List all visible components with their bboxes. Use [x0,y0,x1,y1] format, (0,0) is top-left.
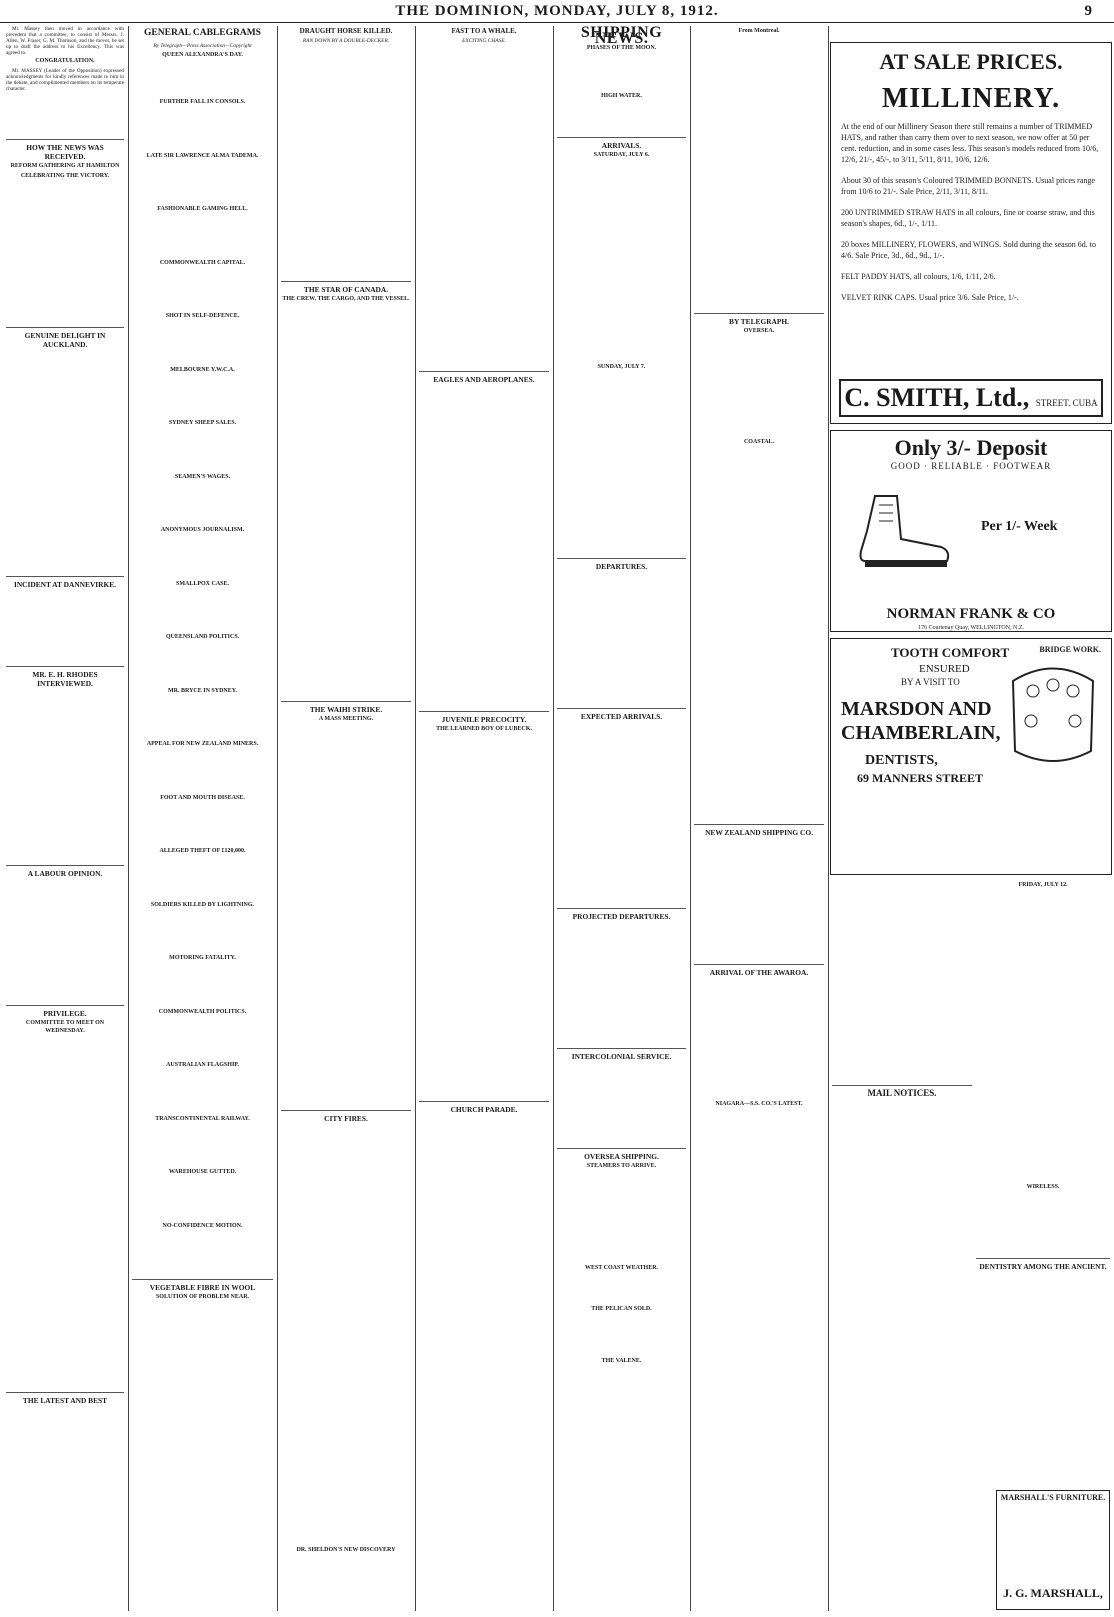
city-fires-heading: CITY FIRES. [281,1110,411,1123]
church-parade-heading: CHURCH PARADE. [419,1101,549,1114]
body-text [132,965,273,1007]
by-telegraph-heading: BY TELEGRAPH. [694,313,824,326]
footwear-tagline: GOOD · RELIABLE · FOOTWEAR [890,461,1052,471]
cablegram-heading: MELBOURNE Y.W.C.A. [170,366,235,373]
star-of-canada-heading: THE STAR OF CANADA. [281,281,411,294]
cablegram-heading: NO-CONFIDENCE MOTION. [162,1222,243,1229]
awaroa-heading: ARRIVAL OF THE AWAROA. [694,964,824,977]
body-text [6,182,124,322]
congratulation-heading: CONGRATULATION. [35,58,95,65]
body-text [132,858,273,900]
intercolonial-heading: INTERCOLONIAL SERVICE. [557,1048,686,1061]
body-text [557,723,686,903]
body-text [132,1232,273,1274]
masthead [0,0,1114,23]
column-7-left [832,880,972,1610]
body-text [132,1018,273,1060]
west-coast-heading: WEST COAST WEATHER. [584,1264,659,1271]
moon-phases-heading: PHASES OF THE MOON. [586,45,657,52]
cablegram-heading: QUEEN ALEXANDRA'S DAY. [162,51,243,58]
body-text [6,1037,124,1387]
body-text [557,923,686,1043]
column-rule [690,26,691,1611]
body-text [694,337,824,437]
body-text [132,269,273,311]
column-rule [828,26,829,1611]
brand-address: STREET. CUBA [1035,398,1098,408]
cablegram-heading: QUEENSLAND POLITICS. [165,634,240,641]
arrivals-heading: ARRIVALS. [557,137,686,150]
body-text [557,1274,686,1304]
juvenile-subheading: THE LEARNED BOY OF LUBECK. [436,726,532,733]
vegetable-fibre-heading: VEGETABLE FIBRE IN WOOL [132,1279,273,1292]
from-montreal-heading: From Montreal. [738,28,780,34]
body-text [557,573,686,703]
cablegram-heading: LATE SIR LAWRENCE ALMA TADEMA. [146,152,259,159]
bridge-work-label: BRIDGE WORK. [1039,645,1101,654]
body-text [132,216,273,258]
cablegram-heading: TRANSCONTINENTAL RAILWAY. [155,1115,250,1122]
cablegram-heading: SYDNEY SHEEP SALES. [168,420,237,427]
oversea-heading: OVERSEA. [743,327,775,334]
norman-frank-address: 176 Courtenay Quay, WELLINGTON, N.Z. [917,625,1025,631]
per-week-label: Per 1/- Week [981,519,1058,534]
body-text [976,1193,1110,1253]
column-3 [281,26,411,1611]
body-text [419,46,549,366]
column-rule [553,26,554,1611]
body-text [281,46,411,276]
norman-frank-name: NORMAN FRANK & CO [886,606,1056,622]
cablegram-heading: APPEAL FOR NEW ZEALAND MINERS. [146,741,259,748]
marshall-name: J. G. MARSHALL, [1003,1586,1103,1600]
body-text [132,162,273,204]
congratulation-body: Mr. MASSEY (Leader of the Opposition) expressed acknowledgments for kindly references made to him in the debate, and complimented members on its temperate character. [6,67,124,93]
brand-box [839,379,1103,417]
labour-heading: A LABOUR OPINION. [6,865,124,878]
body-text [132,430,273,472]
body-text [132,109,273,151]
cablegram-heading: FURTHER FALL IN CONSOLS. [159,99,246,106]
body-text [557,1316,686,1356]
body-text [132,697,273,739]
body-text [419,736,549,1096]
steamers-heading: STEAMERS TO ARRIVE. [586,1163,657,1170]
departures-heading: DEPARTURES. [557,558,686,571]
boot-illustration-icon [845,491,955,571]
sale-item: FELT PADDY HATS, all colours, 1/6, 1/11, 2/6. [841,272,996,281]
brand-name: C. SMITH, Ltd., [844,383,1030,412]
sale-item: 20 boxes MILLINERY, FLOWERS, and WINGS. Sold during the season 6d. to 4/6. Sale Price, 3d., 6d., 9d., 1/-. [841,240,1097,260]
column-6 [694,26,824,1611]
cablegram-heading: WAREHOUSE GUTTED. [168,1169,237,1176]
millinery-sale-advert [830,42,1112,424]
body-text [6,690,124,860]
waihi-strike-subheading: A MASS MEETING. [318,715,374,722]
sale-heading: AT SALE PRICES. [879,49,1063,74]
projected-departures-heading: PROJECTED DEPARTURES. [557,908,686,921]
draught-horse-heading: DRAUGHT HORSE KILLED. [299,27,393,35]
niagara-heading: NIAGARA—S.S. CO.'S LATEST. [715,1100,803,1107]
column-rule [415,26,416,1611]
body-text [281,306,411,696]
page-number: 9 [1084,3,1092,19]
cablegram-heading: SHOT IN SELF-DEFENCE. [165,313,240,320]
marshall-heading: MARSHALL'S FURNITURE. [1000,1493,1106,1502]
mail-notices-heading: MAIL NOTICES. [832,1085,972,1098]
body-text [132,911,273,953]
genuine-delight-heading: GENUINE DELIGHT IN AUCKLAND. [6,327,124,349]
body-text [132,751,273,793]
ensured: ENSURED [919,663,970,675]
body-text [132,323,273,365]
sale-item: At the end of our Millinery Season there still remains a number of TRIMMED HATS, and rather than carry them over to next season, we now offer at 50 per cent. reduction, and in some cases less. This season's models reduced from 10/6, 12/6, 21/-, 45/-, to 3/11, 5/11, 8/11, 10/6, 12/6. [841,122,1099,164]
pelican-heading: THE PELICAN SOLD. [591,1306,652,1313]
cablegram-heading: ALLEGED THEFT OF £120,000. [159,848,246,855]
dentist-role: DENTISTS, [865,753,938,768]
draught-horse-subheading: RAN DOWN BY A DOUBLE-DECKER. [302,37,390,44]
cablegram-heading: COMMONWEALTH POLITICS. [158,1008,247,1015]
cablegram-heading: SEAMEN'S WAGES. [174,473,231,480]
body-text [132,644,273,686]
discovery-heading: DR. SHELDON'S NEW DISCOVERY [296,1547,396,1554]
body-text [132,590,273,632]
body-text [694,449,824,819]
body-text [132,1179,273,1221]
coastal-heading: COASTAL. [743,439,775,445]
cablegram-heading: ANONYMOUS JOURNALISM. [160,527,245,534]
high-water-heading: HIGH WATER. [601,92,642,99]
latest-heading: THE LATEST AND BEST [6,1392,124,1405]
column-2 [132,26,273,1611]
body-text [557,55,686,91]
body-text [557,373,686,553]
dental-advert [830,638,1112,875]
star-of-canada-subheading: THE CREW, THE CARGO, AND THE VESSEL. [282,296,410,303]
body-text [281,725,411,1105]
sale-item: About 30 of this season's Coloured TRIMMED BONNETS. Usual prices range from 10/6 to 21/-. Sale Price, 2/11, 3/11, 8/11. [841,176,1095,196]
body-text [6,351,124,571]
millinery-heading: MILLINERY. [881,83,1061,114]
cablegram-list [132,52,273,1275]
expected-arrivals-heading: EXPECTED ARRIVALS. [557,708,686,721]
body-text [132,61,273,97]
body-text [557,102,686,132]
celebrating-heading: CELEBRATING THE VICTORY. [20,172,110,179]
shipping-news-heading: SHIPPING NEWS. [580,26,663,48]
cablegram-heading: COMMONWEALTH CAPITAL. [159,259,246,266]
body-text [132,537,273,579]
body-text [832,880,972,1080]
incident-heading: INCIDENT AT DANNEVIRKE. [6,576,124,589]
column-rule [128,26,129,1611]
body-text [132,1072,273,1114]
general-cablegrams-credit: By Telegraph—Press Association—Copyright [153,43,252,49]
intro-paragraph: Mr. Massey then moved in accordance with precedent that a committee, to consist of Messrs. J. Allen, W. Fraser, G. M. Thomson, and the mover, be set up to draft the address to his Excellency. This was agreed to. [6,26,124,57]
privilege-heading: PRIVILEGE. [6,1005,124,1018]
cablegram-heading: SMALLPOX CASE. [175,580,229,587]
body-text [132,1125,273,1167]
body-text [557,1173,686,1263]
body-text [694,979,824,1099]
body-text [132,483,273,525]
column-4 [419,26,549,1611]
committee-heading: COMMITTEE TO MEET ON WEDNESDAY. [25,1020,105,1034]
friday-heading: FRIDAY, JULY 12. [1018,882,1068,888]
column-1 [6,26,124,1611]
valene-heading: THE VALENE. [601,1357,642,1364]
whale-heading: FAST TO A WHALE. [451,27,517,35]
sale-item: 200 UNTRIMMED STRAW HATS in all colours, fine or coarse straw, and this season's shapes, 6d., 1/-, 1/11. [841,208,1095,228]
whale-subheading: EXCITING CHASE. [462,37,506,44]
column-7-right [976,880,1110,1480]
saturday-heading: SATURDAY, JULY 6. [593,152,650,159]
tooth-comfort: TOOTH COMFORT [891,645,1010,660]
dentistry-heading: DENTISTRY AMONG THE ANCIENT. [976,1258,1110,1271]
body-text [694,839,824,959]
how-news-heading: HOW THE NEWS WAS RECEIVED. [6,139,124,161]
body-text [976,892,1110,1182]
cablegram-heading: AUSTRALIAN FLAGSHIP. [166,1062,239,1069]
marshall-furniture-advert [996,1490,1110,1610]
sale-item: VELVET RINK CAPS. Usual price 3/6. Sale Price, 1/-. [841,293,1019,302]
body-text [6,591,124,661]
column-rule [277,26,278,1611]
body-text [694,38,824,308]
body-text [132,804,273,846]
vegetable-fibre-subheading: SOLUTION OF PROBLEM NEAR. [155,1294,250,1301]
body-text [557,162,686,362]
column-5 [557,26,686,1611]
dentist-firm: MARSDON AND CHAMBERLAIN, [841,698,1001,744]
cablegram-heading: SOLDIERS KILLED BY LIGHTNING. [150,901,255,908]
footwear-advert [830,430,1112,632]
how-news-subheading: REFORM GATHERING AT HAMILTON [10,163,120,170]
body-text [132,376,273,418]
eagles-heading: EAGLES AND AEROPLANES. [419,371,549,384]
body-text [281,1125,411,1545]
body-text [419,386,549,706]
cablegram-heading: FASHIONABLE GAMING HELL. [157,206,248,213]
teeth-illustration-icon [1003,661,1103,771]
newspaper-title: THE DOMINION, MONDAY, JULY 8, 1912. [395,3,719,19]
body-text [6,880,124,1000]
deposit-heading: Only 3/- Deposit [894,435,1048,460]
sunday-heading: SUNDAY, JULY 7. [597,363,646,370]
rhodes-heading: MR. E. H. RHODES INTERVIEWED. [6,666,124,688]
nz-shipping-heading: NEW ZEALAND SHIPPING CO. [694,824,824,837]
oversea-shipping-heading: OVERSEA SHIPPING. [557,1148,686,1161]
juvenile-heading: JUVENILE PRECOCITY. [419,711,549,724]
cablegram-heading: MOTORING FATALITY. [169,955,236,962]
cablegram-heading: FOOT AND MOUTH DISEASE. [160,794,245,801]
dentist-address: 69 MANNERS STREET [857,771,984,785]
general-cablegrams-heading: GENERAL CABLEGRAMS [144,28,261,38]
waihi-strike-heading: THE WAIHI STRIKE. [281,701,411,714]
body-text [6,94,124,134]
body-text [557,1063,686,1143]
wireless-heading: WIRELESS. [1026,1183,1060,1190]
cablegram-heading: MR. BRYCE IN SYDNEY. [167,687,238,694]
by-a-visit: BY A VISIT TO [901,677,960,687]
